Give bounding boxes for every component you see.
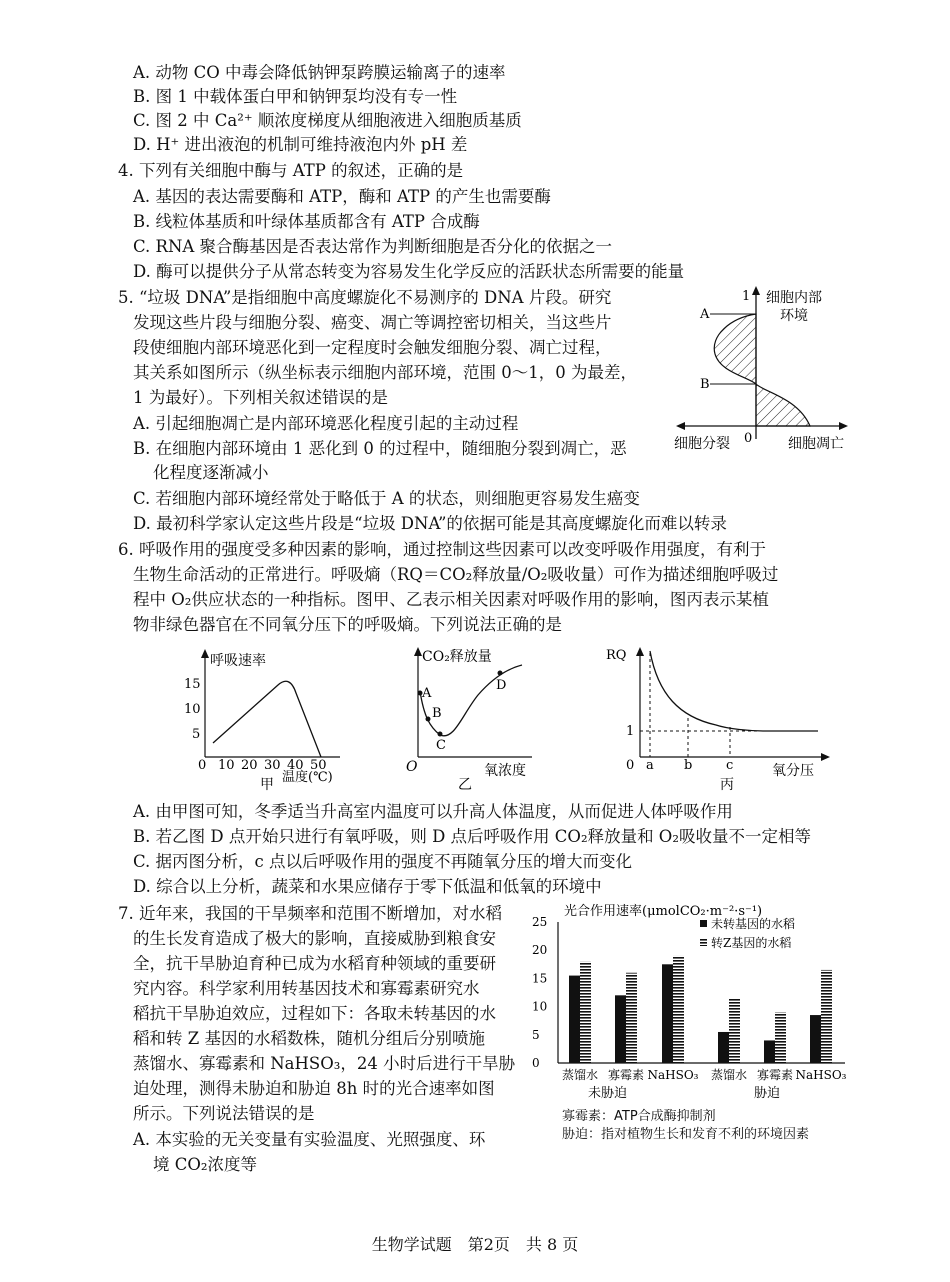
q4-option-c: C. RNA 聚合酶基因是否表达常作为判断细胞是否分化的依据之一	[133, 237, 613, 256]
q6-figure-bing	[600, 645, 840, 795]
q3-option-b: B. 图 1 中载体蛋白甲和钠钾泵均没有专一性	[133, 87, 458, 106]
q4-option-d: D. 酶可以提供分子从常态转变为容易发生化学反应的活跃状态所需要的能量	[133, 262, 685, 281]
bar-transgenic	[626, 973, 637, 1063]
q3-option-c: C. 图 2 中 Ca²⁺ 顺浓度梯度从细胞液进入细胞质基质	[133, 111, 522, 130]
q4-option-a: A. 基因的表达需要酶和 ATP，酶和 ATP 的产生也需要酶	[133, 187, 551, 206]
q6-figure-jia	[180, 645, 355, 795]
q5-option-a: A. 引起细胞凋亡是内部环境恶化程度引起的主动过程	[133, 414, 519, 433]
jia-x-tick: 50	[310, 758, 327, 773]
q5-y-max: 1	[742, 289, 751, 304]
q7-option-a-cont: 境 CO₂浓度等	[153, 1155, 258, 1174]
yi-xlabel: 氧浓度	[484, 763, 526, 779]
jia-xlabel: 温度(℃)	[282, 770, 333, 785]
legend-untransgenic: 未转基因的水稻	[711, 917, 796, 931]
q7-note-2: 胁迫：指对植物生长和发育不利的环境因素	[562, 1127, 810, 1142]
q7-stem-line: 所示。下列说法错误的是	[133, 1104, 315, 1123]
bing-xlabel: 氧分压	[772, 763, 814, 779]
q6-option-d: D. 综合以上分析，蔬菜和水果应储存于零下低温和低氧的环境中	[133, 877, 602, 896]
q5-stem-line: 发现这些片段与细胞分裂、癌变、凋亡等调控密切相关，当这些片	[133, 313, 612, 332]
bar-untransgenic	[718, 1032, 729, 1063]
bing-y-tick: 1	[626, 724, 635, 739]
chart-y-tick: 0	[532, 1056, 540, 1070]
yi-ylabel: CO₂释放量	[422, 649, 492, 665]
legend-swatch-untransgenic	[700, 920, 707, 927]
q7-stem-line: 全，抗干旱胁迫育种已成为水稻育种领域的重要研	[133, 954, 496, 973]
bing-x-tick: c	[726, 758, 734, 773]
q5-option-c: C. 若细胞内部环境经常处于略低于 A 的状态，则细胞更容易发生癌变	[133, 489, 640, 508]
q4-stem: 4. 下列有关细胞中酶与 ATP 的叙述，正确的是	[118, 161, 464, 180]
bar-transgenic	[580, 961, 591, 1063]
jia-x-tick: 40	[287, 758, 304, 773]
q6-stem-line: 6. 呼吸作用的强度受多种因素的影响，通过控制这些因素可以改变呼吸作用强度，有利于	[118, 540, 766, 559]
yi-caption: 乙	[458, 777, 472, 793]
bar-untransgenic	[615, 995, 626, 1063]
jia-x-tick: 20	[241, 758, 258, 773]
q6-stem-line: 生物生命活动的正常进行。呼吸熵（RQ＝CO₂释放量/O₂吸收量）可作为描述细胞呼吸过	[133, 565, 779, 584]
chart-y-tick: 25	[532, 915, 548, 929]
q7-bar-chart	[530, 900, 850, 1115]
bar-transgenic	[673, 956, 684, 1063]
q5-option-b-cont: 化程度逐渐减小	[153, 463, 269, 482]
bar-transgenic	[729, 998, 740, 1063]
chart-x-label: 蒸馏水	[710, 1068, 748, 1082]
bing-ylabel: RQ	[606, 648, 627, 663]
chart-x-label: 蒸馏水	[561, 1068, 599, 1082]
jia-y-tick: 5	[192, 727, 201, 742]
q5-label-b: B	[700, 377, 710, 392]
q7-option-a: A. 本实验的无关变量有实验温度、光照强度、环	[133, 1130, 486, 1149]
q3-option-d: D. H⁺ 进出液泡的机制可维持液泡内外 pH 差	[133, 135, 468, 154]
q5-figure	[670, 284, 860, 454]
q7-stem-line: 7. 近年来，我国的干旱频率和范围不断增加，对水稻	[118, 904, 502, 923]
q6-figure-yi	[400, 645, 540, 795]
q5-y-label: 细胞内部	[766, 290, 822, 306]
page-footer: 生物学试题 第2页 共 8 页	[371, 1235, 579, 1254]
legend-transgenic: 转Z基因的水稻	[711, 936, 792, 950]
jia-x-tick: 30	[264, 758, 281, 773]
q7-stem-line: 稻和转 Z 基因的水稻数株，随机分组后分别喷施	[133, 1029, 485, 1048]
legend-swatch-transgenic	[700, 939, 707, 946]
q5-label-a: A	[700, 307, 710, 322]
bar-untransgenic	[810, 1015, 821, 1063]
q6-option-c: C. 据丙图分析，c 点以后呼吸作用的强度不再随氧分压的增大而变化	[133, 852, 633, 871]
q5-stem-line: 1 为最好）。下列相关叙述错误的是	[133, 388, 388, 407]
q7-stem-line: 迫处理，测得未胁迫和胁迫 8h 时的光合速率如图	[133, 1079, 495, 1098]
jia-x-tick: 0	[198, 758, 207, 773]
bing-x-tick: a	[646, 758, 654, 773]
q5-y-label: 环境	[780, 308, 808, 324]
bar-untransgenic	[662, 964, 673, 1063]
q5-stem-line: 其关系如图所示（纵坐标表示细胞内部环境，范围 0～1，0 为最差，	[133, 363, 637, 382]
jia-caption: 甲	[260, 777, 274, 793]
q5-option-d: D. 最初科学家认定这些片段是“垃圾 DNA”的依据可能是其高度螺旋化而难以转录	[133, 514, 727, 533]
yi-point-d: D	[496, 678, 507, 693]
bar-untransgenic	[764, 1040, 775, 1063]
chart-y-tick: 20	[532, 943, 548, 958]
jia-y-tick: 15	[184, 677, 201, 692]
bing-origin: 0	[626, 758, 635, 773]
q5-origin: 0	[744, 431, 753, 446]
q5-right-label: 细胞凋亡	[788, 436, 844, 452]
jia-y-tick: 10	[184, 702, 201, 717]
q6-stem-line: 程中 O₂供应状态的一种指标。图甲、乙表示相关因素对呼吸作用的影响，图丙表示某植	[133, 590, 769, 609]
jia-x-tick: 10	[218, 758, 235, 773]
chart-x-label: NaHSO₃	[647, 1068, 699, 1082]
chart-x-label: 寡霉素	[607, 1068, 645, 1082]
yi-point-a: A	[422, 686, 432, 701]
chart-y-tick: 15	[532, 971, 548, 986]
chart-title: 光合作用速率(μmolCO₂·m⁻²·s⁻¹)	[564, 904, 763, 919]
bing-caption: 丙	[720, 777, 734, 793]
bar-transgenic	[775, 1012, 786, 1063]
q7-stem-line: 稻抗干旱胁迫效应，过程如下：各取未转基因的水	[133, 1004, 496, 1023]
chart-y-tick: 5	[532, 1027, 540, 1042]
q7-stem-line: 究内容。科学家利用转基因技术和寡霉素研究水	[133, 979, 480, 998]
q5-stem-line: 5. “垃圾 DNA”是指细胞中高度螺旋化不易测序的 DNA 片段。研究	[118, 288, 612, 307]
bar-transgenic	[821, 970, 832, 1063]
q5-left-label: 细胞分裂	[674, 436, 730, 452]
chart-x-label: NaHSO₃	[795, 1068, 847, 1082]
q6-option-b: B. 若乙图 D 点开始只进行有氧呼吸，则 D 点后呼吸作用 CO₂释放量和 O₂吸收量不一定相等	[133, 827, 811, 846]
jia-ylabel: 呼吸速率	[210, 653, 266, 669]
q5-stem-line: 段使细胞内部环境恶化到一定程度时会触发细胞分裂、凋亡过程，	[133, 338, 612, 357]
q4-option-b: B. 线粒体基质和叶绿体基质都含有 ATP 合成酶	[133, 212, 480, 231]
yi-origin: O	[406, 759, 418, 775]
yi-point-c: C	[436, 738, 446, 753]
q7-stem-line: 的生长发育造成了极大的影响，直接威胁到粮食安	[133, 929, 496, 948]
chart-y-tick: 10	[532, 999, 548, 1014]
group-label-stressed: 胁迫	[754, 1086, 781, 1101]
q7-stem-line: 蒸馏水、寡霉素和 NaHSO₃，24 小时后进行干旱胁	[133, 1054, 516, 1073]
q6-stem-line: 物非绿色器官在不同氧分压下的呼吸熵。下列说法正确的是	[133, 615, 562, 634]
chart-x-label: 寡霉素	[756, 1068, 794, 1082]
yi-point-b: B	[432, 706, 442, 721]
q7-note-1: 寡霉素：ATP合成酶抑制剂	[562, 1109, 716, 1124]
group-label-unstressed: 未胁迫	[588, 1086, 628, 1101]
q3-option-a: A. 动物 CO 中毒会降低钠钾泵跨膜运输离子的速率	[133, 63, 506, 82]
q5-option-b: B. 在细胞内部环境由 1 恶化到 0 的过程中，随细胞分裂到凋亡，恶	[133, 439, 627, 458]
bing-x-tick: b	[684, 758, 693, 773]
bar-untransgenic	[569, 976, 580, 1063]
q6-option-a: A. 由甲图可知，冬季适当升高室内温度可以升高人体温度，从而促进人体呼吸作用	[133, 802, 733, 821]
